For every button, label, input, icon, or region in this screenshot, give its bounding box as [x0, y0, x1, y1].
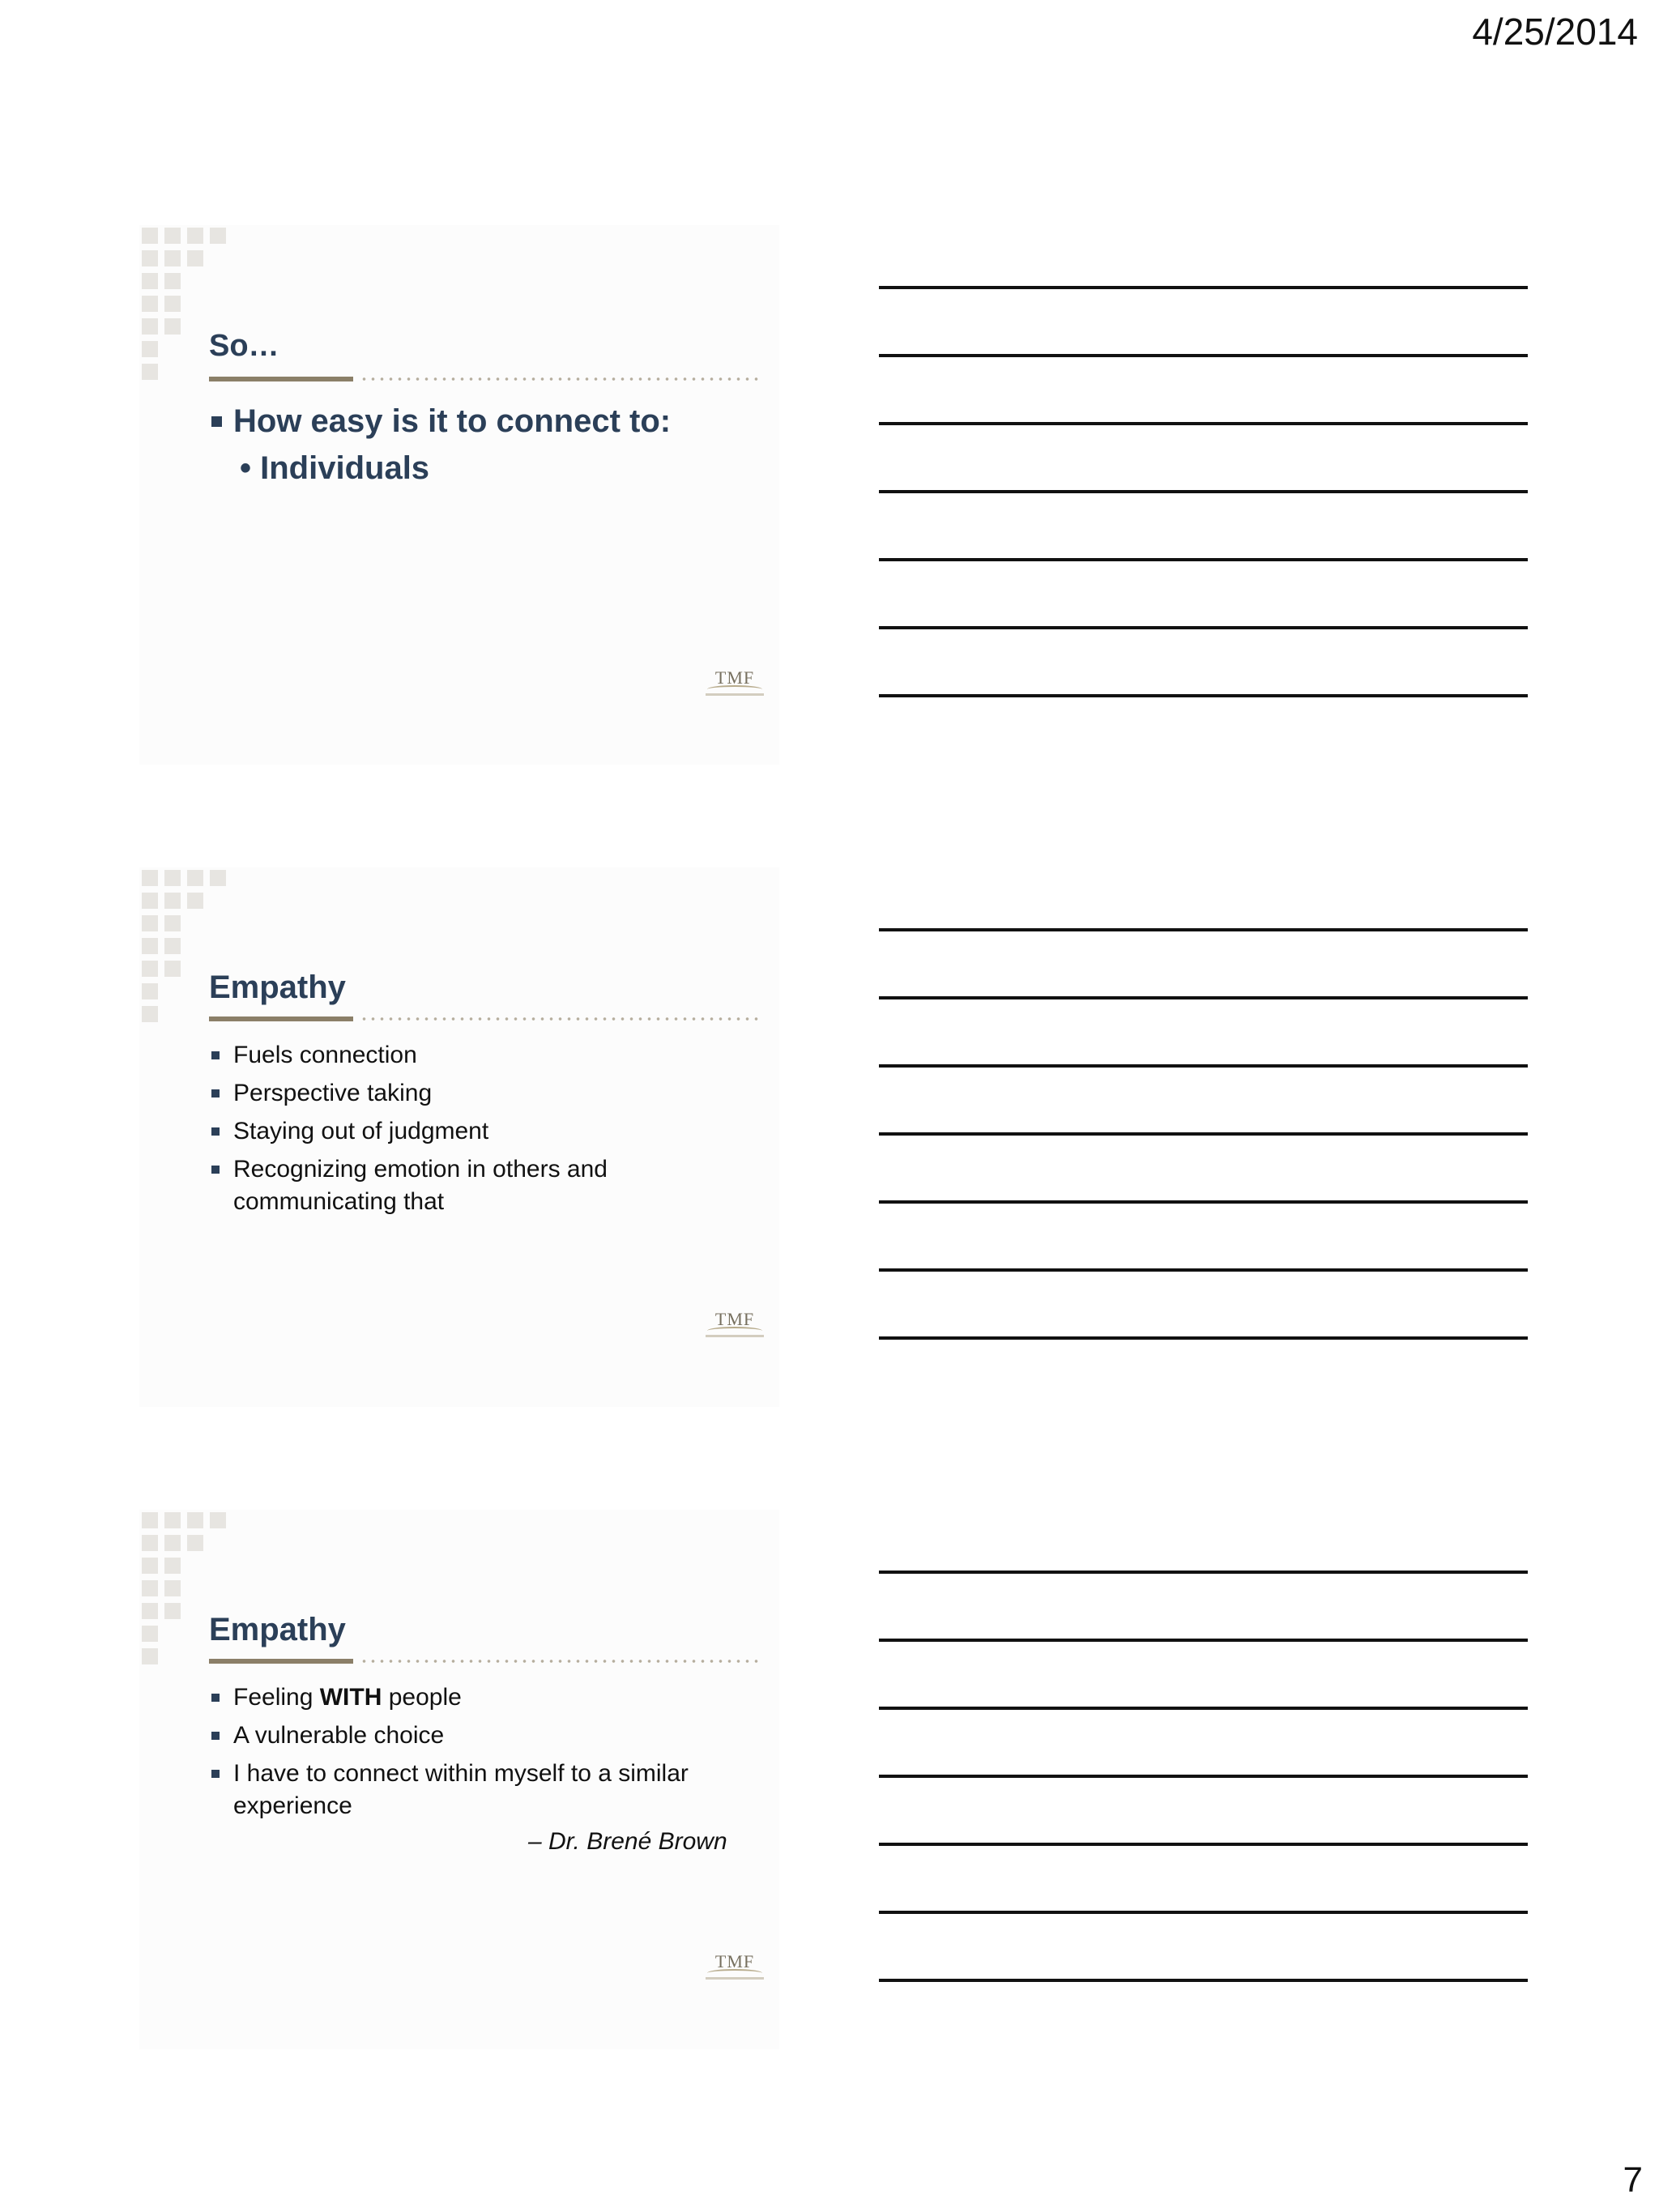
decor-square [164, 938, 181, 954]
decor-square [187, 1535, 203, 1551]
square-bullet-icon [211, 416, 222, 427]
title-underline [209, 1659, 760, 1664]
sub-bullet-item: • Individuals [240, 450, 430, 486]
decor-square [187, 870, 203, 886]
decor-square [142, 273, 158, 289]
decor-square [187, 1512, 203, 1528]
decor-square [142, 915, 158, 931]
slide-title: So… [209, 329, 279, 363]
decor-square [142, 1558, 158, 1574]
decor-square [142, 250, 158, 266]
decor-square [187, 250, 203, 266]
decor-square [142, 938, 158, 954]
decor-square [210, 870, 226, 886]
decor-square [187, 893, 203, 909]
page-number: 7 [1623, 2160, 1643, 2200]
bullet-list [209, 1039, 655, 1224]
bullet-item: A vulnerable choice [209, 1720, 719, 1752]
decor-square [142, 341, 158, 357]
decor-square [164, 1558, 181, 1574]
slide-3-thumbnail [139, 1510, 779, 2049]
title-underline [209, 1016, 760, 1021]
bullet-item: How easy is it to connect to: [209, 399, 671, 444]
tmf-logo: TMF [702, 1951, 767, 1987]
square-bullet-icon [211, 1732, 220, 1740]
decor-square [142, 870, 158, 886]
decor-square [164, 1535, 181, 1551]
decor-square [142, 1626, 158, 1642]
square-bullet-icon [211, 1770, 220, 1778]
square-bullet-icon [211, 1127, 220, 1136]
bullet-list [209, 399, 671, 444]
decor-square [142, 318, 158, 335]
decor-square [164, 1603, 181, 1619]
decor-square [142, 1580, 158, 1596]
slide-title: Empathy [209, 970, 346, 1005]
decor-square [164, 1580, 181, 1596]
decor-square [164, 893, 181, 909]
decor-square [164, 250, 181, 266]
decor-square [210, 228, 226, 244]
slide-title: Empathy [209, 1612, 346, 1647]
decor-square [142, 228, 158, 244]
tmf-logo: TMF [702, 1309, 767, 1345]
decor-square [164, 273, 181, 289]
bullet-item: I have to connect within myself to a similar experience [209, 1758, 719, 1822]
decor-square [210, 1512, 226, 1528]
decor-square [164, 961, 181, 977]
decor-square [142, 893, 158, 909]
decor-square [142, 961, 158, 977]
square-bullet-icon [211, 1694, 220, 1702]
bullet-item: Staying out of judgment [209, 1115, 655, 1148]
tmf-logo: TMF [702, 667, 767, 703]
decor-square [142, 1535, 158, 1551]
print-date: 4/25/2014 [1472, 11, 1638, 53]
decor-square [164, 296, 181, 312]
bullet-list [209, 1681, 719, 1828]
square-bullet-icon [211, 1166, 220, 1174]
square-bullet-icon [211, 1051, 220, 1059]
decor-square [164, 870, 181, 886]
decor-square [142, 1648, 158, 1664]
square-bullet-icon [211, 1089, 220, 1097]
bullet-item: Fuels connection [209, 1039, 655, 1072]
decor-square [142, 1006, 158, 1022]
decor-square [142, 983, 158, 999]
decor-square [164, 915, 181, 931]
decor-square [142, 1603, 158, 1619]
decor-square [164, 1512, 181, 1528]
bullet-item: Feeling WITH people [209, 1681, 719, 1714]
title-underline [209, 377, 760, 381]
quote-attribution: – Dr. Brené Brown [528, 1828, 727, 1855]
bullet-item: Recognizing emotion in others and communicating that [209, 1153, 655, 1218]
decor-square [142, 1512, 158, 1528]
decor-square [164, 318, 181, 335]
bullet-item: Perspective taking [209, 1077, 655, 1110]
decor-square [142, 296, 158, 312]
decor-square [142, 364, 158, 380]
decor-square [187, 228, 203, 244]
decor-square [164, 228, 181, 244]
slide-1-thumbnail [139, 225, 779, 765]
slide-2-thumbnail [139, 867, 779, 1407]
